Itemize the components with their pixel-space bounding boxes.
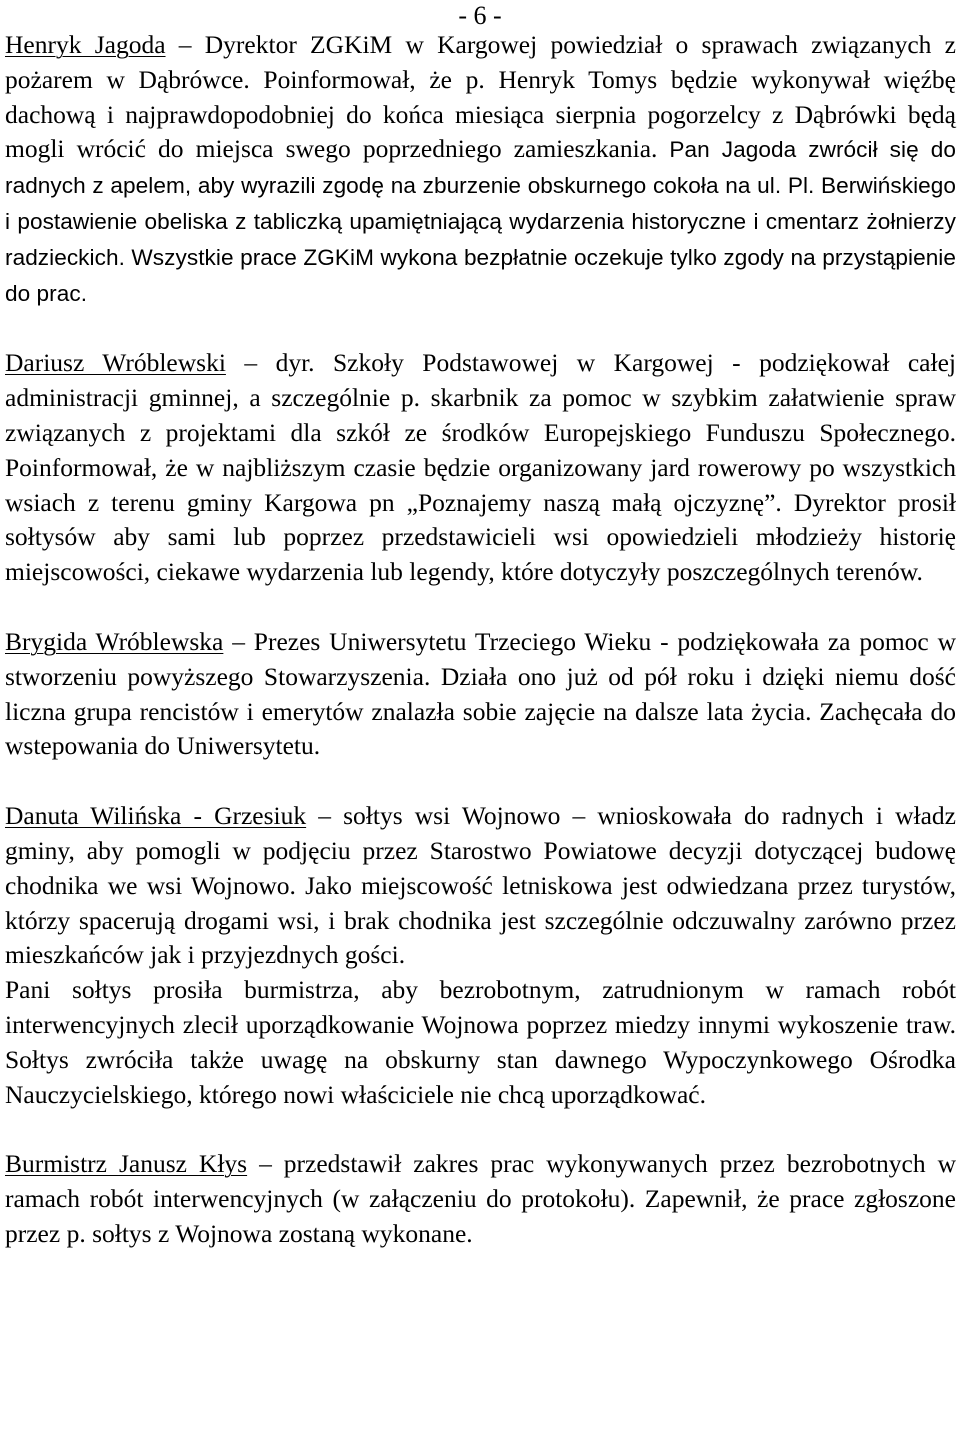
paragraph-text: – dyr. Szkoły Podstawowej w Kargowej - podziękował całej administracji gminnej, a szczególnie p. skarbnik za pomoc w szybkim załatwienie spraw związanych z projektami dla szkół ze środków Europejskiego Funduszu Społecznego. Poinformował, że w najbliższym czasie będzie organizowany jard rowerowy po wszystkich wsiach z terenu gminy Kargowa pn „Poznajemy naszą małą ojczyznę”. Dyrektor prosił sołtysów aby sami lub poprzez przedstawicieli wsi opowiedzieli młodzieży historię miejscowości, ciekawe wydarzenia lub legendy, które dotyczyły poszczególnych terenów.	[5, 348, 956, 587]
paragraph-burmistrz-janusz-klys	[5, 1147, 956, 1251]
paragraph-text: – Prezes Uniwersytetu Trzeciego Wieku - podziękowała za pomoc w stworzeniu powyższego Stowarzyszenia. Działa ono już od pół roku i dzięki niemu dość liczna grupa rencistów i emerytów znalazła sobie zajęcie na dalsze lata życia. Zachęcała do wstepowania do Uniwersytetu.	[5, 626, 956, 761]
speaker-name: Burmistrz Janusz Kłys	[5, 1149, 248, 1179]
paragraph-text: – sołtys wsi Wojnowo – wnioskowała do radnych i władz gminy, aby pomogli w podjęciu przez Starostwo Powiatowe decyzji dotyczącej budowę chodnika we wsi Wojnowo. Jako miejscowość letniskowa jest odwiedzana przez turystów, którzy spacerują drogami wsi, i brak chodnika jest szczególnie odczuwalny zarówno przez mieszkańców jak i przyjezdnych gości.	[5, 801, 956, 970]
paragraph-text-sans: Pan Jagoda zwrócił się do radnych z apelem, aby wyrazili zgodę na zburzenie obskurnego cokoła na ul. Pl. Berwińskiego i postawienie obeliska z tabliczką upamiętniającą wydarzenia historyczne i cmentarz żołnierzy radzieckich. Wszystkie prace ZGKiM wykona bezpłatnie oczekuje tylko zgody na przystąpienie do prac.	[5, 137, 956, 306]
paragraph-henryk-jagoda	[5, 28, 956, 311]
paragraph-text: – Dyrektor ZGKiM w Kargowej powiedział o sprawach związanych z pożarem w Dąbrówce. Poinformował, że p. Henryk Tomys będzie wykonywał więźbę dachową i najprawdopodobniej do końca miesiąca sierpnia pogorzelcy z Dąbrówki będą mogli wrócić do miejsca swego poprzedniego zamieszkania.	[5, 30, 956, 164]
paragraph-text: Pani sołtys prosiła burmistrza, aby bezrobotnym, zatrudnionym w ramach robót interwencyjnych zlecił uporządkowanie Wojnowa poprzez miedzy innymi wykoszenie traw. Sołtys zwróciła także uwagę na obskurny stan dawnego Wypoczynkowego Ośrodka Nauczycielskiego, którego nowi właściciele nie chcą uporządkować.	[5, 975, 956, 1109]
paragraph-soltys-request	[5, 973, 956, 1112]
paragraph-danuta-wilinska-grzesiuk	[5, 799, 956, 973]
document-body	[5, 28, 956, 1252]
paragraph-text: – przedstawił zakres prac wykonywanych przez bezrobotnych w ramach robót interwencyjnych (w załączeniu do protokołu). Zapewnił, że prace zgłoszone przez p. sołtys z Wojnowa zostaną wykonane.	[5, 1149, 956, 1248]
speaker-name: Danuta Wilińska - Grzesiuk	[5, 801, 307, 831]
speaker-name: Henryk Jagoda	[5, 30, 166, 59]
paragraph-brygida-wroblewska	[5, 625, 956, 764]
speaker-name: Dariusz Wróblewski	[5, 348, 226, 378]
page-number: - 6 -	[458, 1, 502, 30]
paragraph-dariusz-wroblewski	[5, 346, 956, 590]
speaker-name: Brygida Wróblewska	[5, 626, 224, 656]
